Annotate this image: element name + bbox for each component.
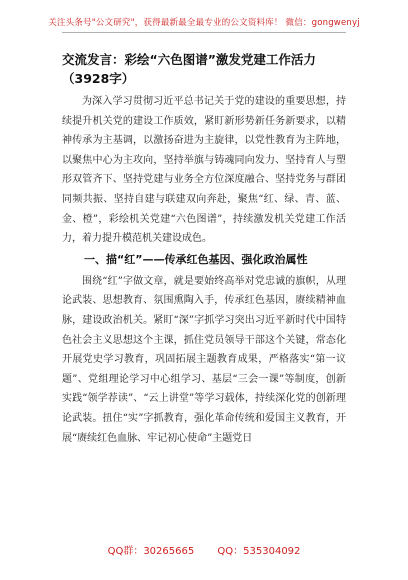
header-divider — [62, 32, 346, 33]
footer-qq-group: QQ群：30265665 — [107, 546, 195, 557]
document-title: 交流发言：彩绘“六色图谱”激发党建工作活力（3928字） — [62, 52, 316, 86]
section-heading-red: 一、描“红”——传承红色基因、强化政治属性 — [84, 252, 308, 266]
document-body — [62, 50, 346, 448]
section-paragraph-red: 围绕“红”字做文章，就是要始终高举对党忠诚的旗帜，从理论武装、思想教育、氛围熏陶入手，传承红色基因，赓续精神血脉，建设政治机关。紧盯“深”字抓学习突出习近平新时代中国特色社会主义思想这个主课，抓住党员领导干部这个关键，常态化开展党史学习教育，巩固拓展主题教育成果，严格落实“第一议题”、党组理论学习中心组学习、基层“三会一课”等制度，创新实践“领学荐读”、“云上讲堂”等学习载体，持续深化党的创新理论武装。扭住“实”字抓教育，强化革命传统和爱国主义教育，开展“赓续红色血脉、牢记初心使命”主题党日 — [62, 275, 346, 444]
header-banner: 关注头条号"公文研究"，获得最新最全最专业的公文资料库！ 微信：gongwenyj — [48, 18, 360, 28]
footer-qq: QQ：535304092 — [217, 546, 301, 557]
footer-contact — [0, 542, 408, 557]
intro-paragraph: 为深入学习贯彻习近平总书记关于党的建设的重要思想，持续提升机关党的建设工作质效，紧盯新形势新任务新要求，以精神传承为主基调，以激扬奋进为主旋律，以党性教育为主阵地，以聚焦中心为主攻向，坚持举旗与铸魂同向发力、坚持育人与塑形双管齐下、坚持党建与业务全方位深度融合、坚持党务与群团同频共振、坚持自建与联建双向奔赴，聚焦“红、绿、青、蓝、金、橙”，彩绘机关党建“六色图谱”，持续激发机关党建工作活力，着力提升模范机关建设成色。 — [62, 96, 346, 245]
